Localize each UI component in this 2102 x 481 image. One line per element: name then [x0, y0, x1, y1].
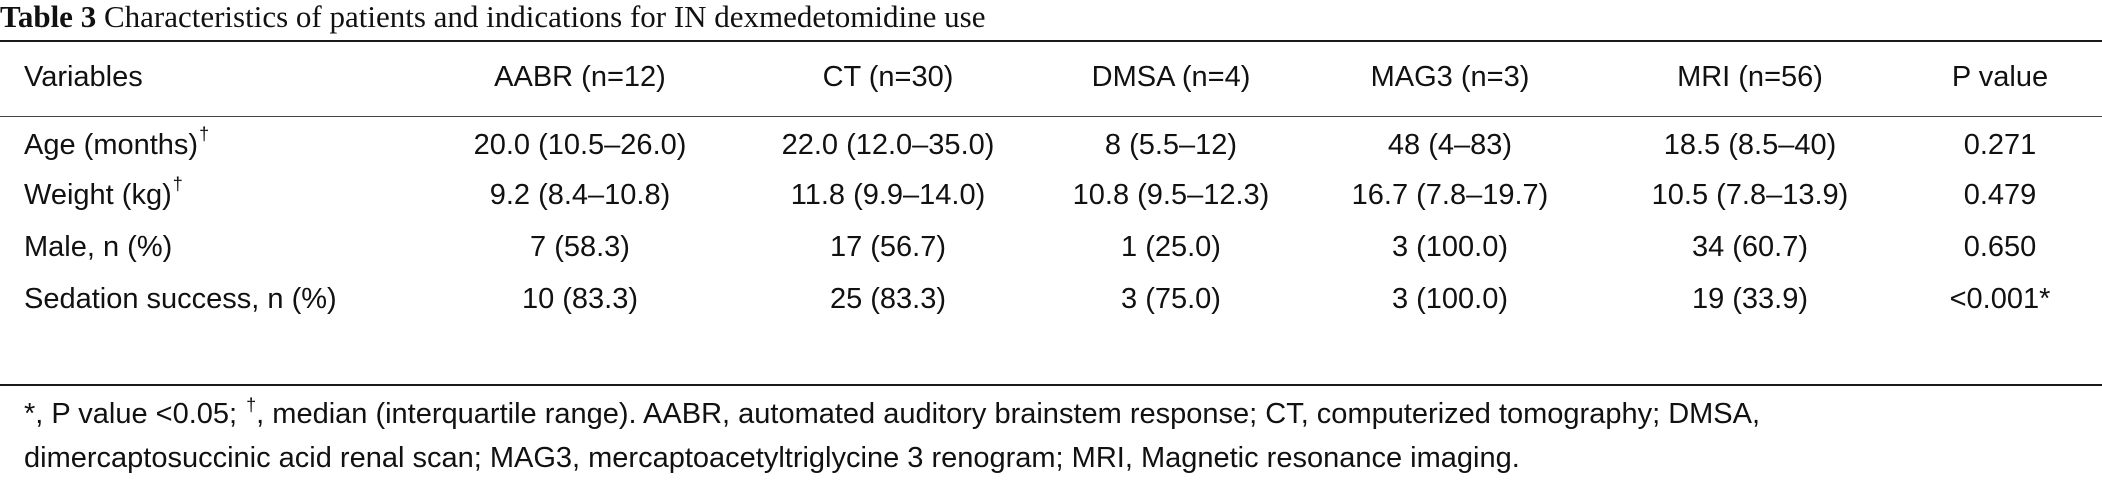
footnote-line-2: dimercaptosuccinic acid renal scan; MAG3, mercaptoacetyltriglycine 3 renogram; MRI, Magnetic resonance imaging. [24, 442, 1520, 474]
cell-weight-aabr: 9.2 (8.4–10.8) [489, 179, 671, 211]
cell-sedation-dmsa: 3 (75.0) [1121, 283, 1221, 315]
dagger-mark: † [246, 395, 257, 415]
header-mag3: MAG3 (n=3) [1370, 61, 1530, 93]
table-footnote [0, 392, 2102, 480]
dagger-mark: † [172, 174, 183, 194]
cell-male-p: 0.650 [1963, 231, 2037, 263]
table-header-row [0, 42, 2102, 112]
cell-sedation-mri: 19 (33.9) [1691, 283, 1809, 315]
cell-weight-dmsa: 10.8 (9.5–12.3) [1072, 179, 1270, 211]
header-p-value: P value [1951, 61, 2049, 93]
header-dmsa: DMSA (n=4) [1091, 61, 1251, 93]
cell-weight-mri: 10.5 (7.8–13.9) [1651, 179, 1849, 211]
table-label: Table 3 [0, 0, 97, 34]
cell-age-mag3: 48 (4–83) [1387, 129, 1513, 161]
footnote-abbreviations: , median (interquartile range). AABR, automated auditory brainstem response; CT, computerized tomography; DMSA, [256, 398, 1761, 430]
header-ct: CT (n=30) [822, 61, 954, 93]
cell-sedation-p: <0.001* [1949, 283, 2051, 315]
cell-age-aabr: 20.0 (10.5–26.0) [473, 129, 687, 161]
row-label-sedation: Sedation success, n (%) [24, 283, 337, 315]
row-label-text: Age (months) [24, 129, 199, 161]
cell-sedation-mag3: 3 (100.0) [1391, 283, 1509, 315]
cell-sedation-ct: 25 (83.3) [829, 283, 947, 315]
cell-male-dmsa: 1 (25.0) [1121, 231, 1221, 263]
table-title: Characteristics of patients and indications for IN dexmedetomidine use [103, 0, 986, 34]
cell-weight-ct: 11.8 (9.9–14.0) [790, 179, 986, 211]
header-aabr: AABR (n=12) [494, 61, 666, 93]
footnote-line-1 [0, 392, 2102, 436]
cell-weight-p: 0.479 [1963, 179, 2037, 211]
cell-sedation-aabr: 10 (83.3) [521, 283, 639, 315]
table-row-sedation [0, 264, 2102, 334]
cell-age-dmsa: 8 (5.5–12) [1104, 129, 1238, 161]
cell-age-mri: 18.5 (8.5–40) [1663, 129, 1837, 161]
cell-weight-mag3: 16.7 (7.8–19.7) [1351, 179, 1549, 211]
bottom-rule [0, 384, 2102, 386]
cell-male-mag3: 3 (100.0) [1391, 231, 1509, 263]
cell-male-mri: 34 (60.7) [1691, 231, 1809, 263]
dagger-mark: † [199, 124, 210, 144]
cell-age-p: 0.271 [1963, 129, 2037, 161]
footnote-significance: *, P value <0.05; [24, 398, 246, 430]
cell-male-ct: 17 (56.7) [829, 231, 947, 263]
header-mri: MRI (n=56) [1677, 61, 1823, 93]
row-label-male: Male, n (%) [24, 231, 173, 263]
cell-male-aabr: 7 (58.3) [530, 231, 630, 263]
header-variables: Variables [24, 61, 143, 93]
cell-age-ct: 22.0 (12.0–35.0) [781, 129, 995, 161]
row-label-text: Weight (kg) [24, 179, 172, 211]
table-caption [0, 0, 985, 40]
